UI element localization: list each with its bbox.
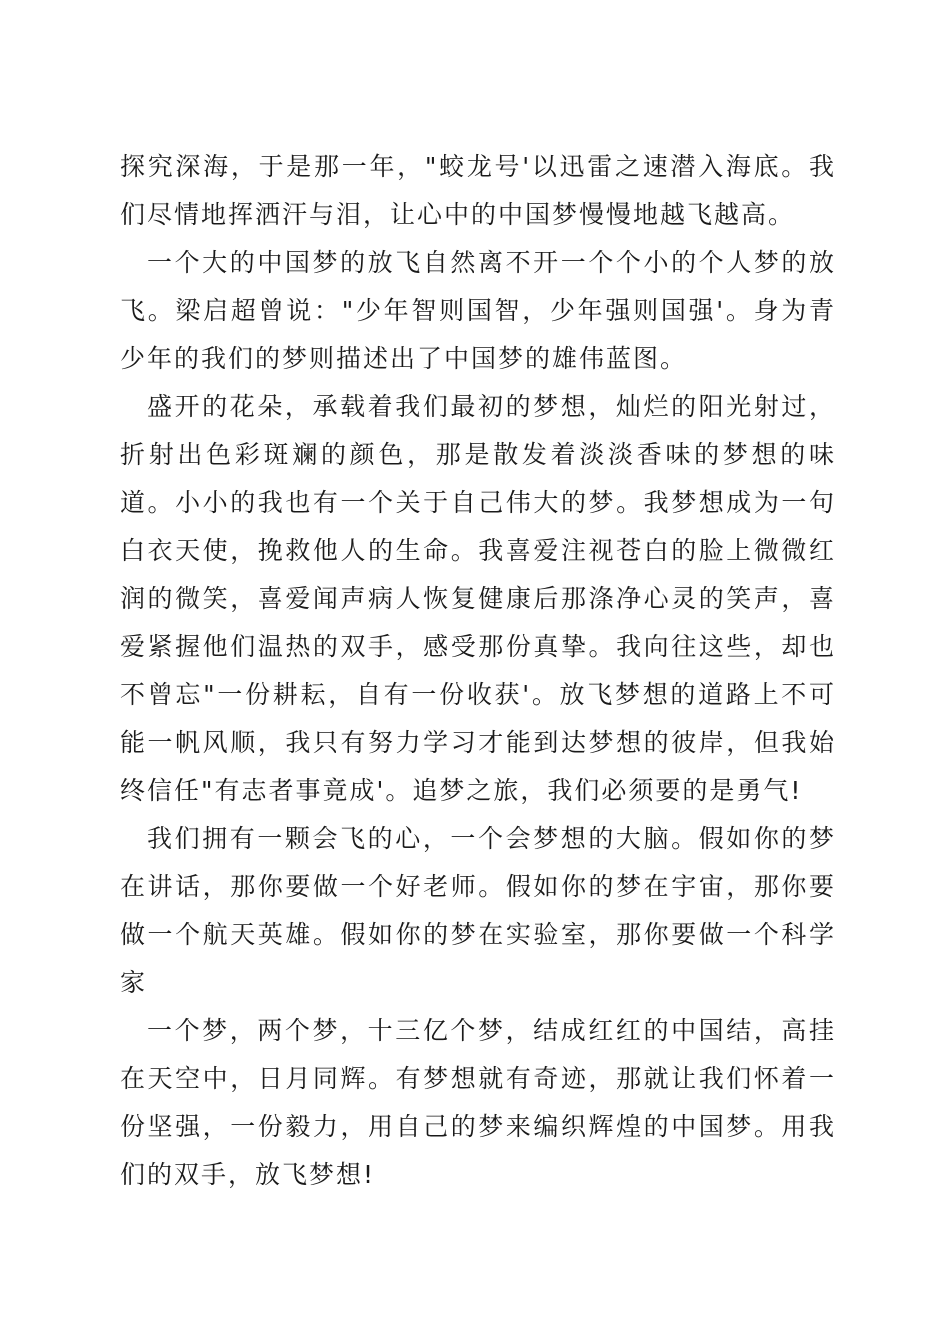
document-body xyxy=(120,143,836,1199)
paragraph: 一个梦，两个梦，十三亿个梦，结成红红的中国结，高挂在天空中，日月同辉。有梦想就有奇迹，那就让我们怀着一份坚强，一份毅力，用自己的梦来编织辉煌的中国梦。用我们的双手，放飞梦想! xyxy=(120,1016,836,1189)
paragraph-continuation: 探究深海，于是那一年，"蛟龙号'以迅雷之速潜入海底。我们尽情地挥洒汗与泪，让心中的中国梦慢慢地越飞越高。 xyxy=(120,152,836,229)
paragraph: 我们拥有一颗会飞的心，一个会梦想的大脑。假如你的梦在讲话，那你要做一个好老师。假如你的梦在宇宙，那你要做一个航天英雄。假如你的梦在实验室，那你要做一个科学家 xyxy=(120,824,836,997)
paragraph: 盛开的花朵，承载着我们最初的梦想，灿烂的阳光射过，折射出色彩斑斓的颜色，那是散发着淡淡香味的梦想的味道。小小的我也有一个关于自己伟大的梦。我梦想成为一句白衣天使，挽救他人的生命。我喜爱注视苍白的脸上微微红润的微笑，喜爱闻声病人恢复健康后那涤净心灵的笑声，喜爱紧握他们温热的双手，感受那份真挚。我向往这些，却也不曾忘"一份耕耘，自有一份收获'。放飞梦想的道路上不可能一帆风顺，我只有努力学习才能到达梦想的彼岸，但我始终信任"有志者事竟成'。追梦之旅，我们必须要的是勇气! xyxy=(120,392,836,805)
paragraph: 一个大的中国梦的放飞自然离不开一个个小的个人梦的放飞。梁启超曾说："少年智则国智，少年强则国强'。身为青少年的我们的梦则描述出了中国梦的雄伟蓝图。 xyxy=(120,248,836,373)
